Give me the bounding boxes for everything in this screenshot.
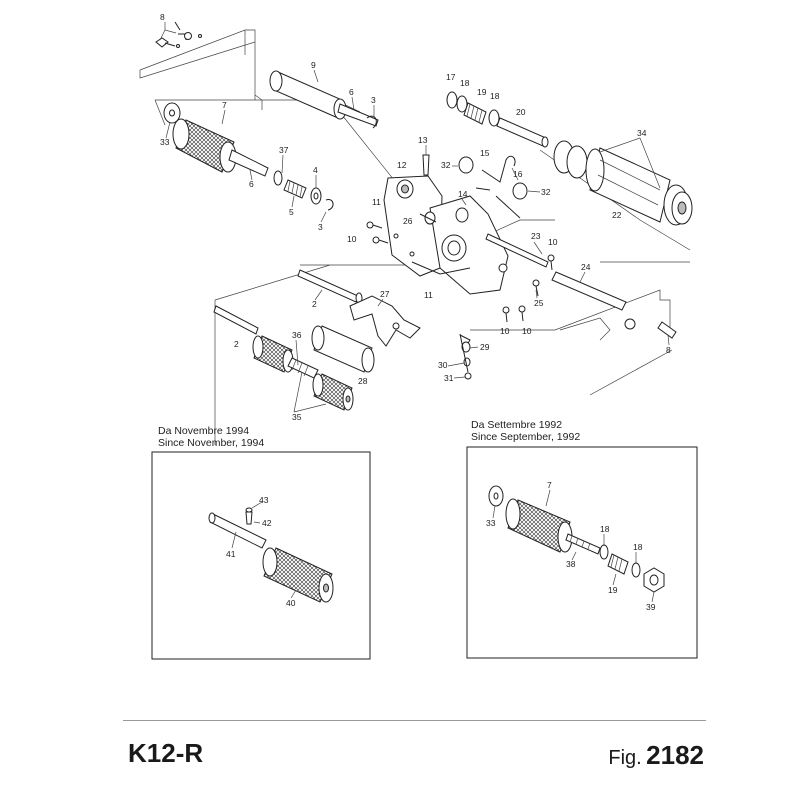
upper-roller-9 xyxy=(270,71,378,128)
right-roller-22 xyxy=(447,92,692,225)
label-part-33: 33 xyxy=(160,137,170,147)
label-part-2b: 2 xyxy=(234,339,239,349)
label-part-35: 35 xyxy=(292,412,302,422)
label-part-33b: 33 xyxy=(486,518,496,528)
left-roller-7 xyxy=(164,103,333,210)
label-part-16: 16 xyxy=(513,169,523,179)
inset-left xyxy=(152,425,370,659)
model-name: K12-R xyxy=(128,738,204,768)
label-part-18d: 18 xyxy=(633,542,643,552)
label-part-18: 18 xyxy=(460,78,470,88)
label-part-40: 40 xyxy=(286,598,296,608)
label-part-3: 3 xyxy=(371,95,376,105)
label-part-41: 41 xyxy=(226,549,236,559)
label-part-10: 10 xyxy=(347,234,357,244)
label-part-36: 36 xyxy=(292,330,302,340)
inset-left-caption-en: Since November, 1994 xyxy=(158,437,265,449)
inset-right-caption-it: Da Settembre 1992 xyxy=(471,419,563,431)
label-part-11b: 11 xyxy=(424,290,433,300)
label-part-19b: 19 xyxy=(608,585,618,595)
label-part-8b: 8 xyxy=(666,345,671,355)
label-part-3b: 3 xyxy=(318,222,323,232)
label-part-25: 25 xyxy=(534,298,544,308)
label-part-23: 23 xyxy=(531,231,541,241)
label-part-17: 17 xyxy=(446,72,456,82)
label-part-38: 38 xyxy=(566,559,576,569)
footer-divider xyxy=(123,720,706,721)
label-part-34: 34 xyxy=(637,128,647,138)
label-part-10d: 10 xyxy=(522,326,532,336)
inset-right-frame xyxy=(467,447,697,658)
label-part-5: 5 xyxy=(289,207,294,217)
label-part-15: 15 xyxy=(480,148,490,158)
inset-right-caption-en: Since September, 1992 xyxy=(471,431,581,443)
label-part-30: 30 xyxy=(438,360,448,370)
label-part-43: 43 xyxy=(259,495,269,505)
label-part-42: 42 xyxy=(262,518,272,528)
label-part-7b: 7 xyxy=(547,480,552,490)
label-part-18b: 18 xyxy=(490,91,500,101)
label-part-13: 13 xyxy=(418,135,428,145)
label-part-4: 4 xyxy=(313,165,318,175)
label-part-18c: 18 xyxy=(600,524,610,534)
fig-label: Fig. xyxy=(608,747,642,769)
label-part-24: 24 xyxy=(581,262,591,272)
label-part-7: 7 xyxy=(222,100,227,110)
label-part-10c: 10 xyxy=(500,326,510,336)
label-part-28: 28 xyxy=(358,376,368,386)
label-part-31: 31 xyxy=(444,373,454,383)
label-part-6: 6 xyxy=(349,87,354,97)
label-part-9: 9 xyxy=(311,60,316,70)
fig-value: 2182 xyxy=(646,740,704,770)
label-part-6b: 6 xyxy=(249,179,254,189)
label-part-8: 8 xyxy=(160,12,165,22)
label-part-22: 22 xyxy=(612,210,622,220)
label-part-14: 14 xyxy=(458,189,468,199)
inset-right xyxy=(467,419,697,658)
label-part-11: 11 xyxy=(372,197,381,207)
label-part-32: 32 xyxy=(441,160,451,170)
label-part-39: 39 xyxy=(646,602,656,612)
label-part-20: 20 xyxy=(516,107,526,117)
label-part-2: 2 xyxy=(312,299,317,309)
label-part-12: 12 xyxy=(397,160,407,170)
lower-shafts xyxy=(214,270,471,379)
inset-left-caption-it: Da Novembre 1994 xyxy=(158,425,250,437)
label-part-10b: 10 xyxy=(548,237,558,247)
label-part-26: 26 xyxy=(403,216,413,226)
label-part-29: 29 xyxy=(480,342,490,352)
label-part-37: 37 xyxy=(279,145,289,155)
inset-left-frame xyxy=(152,452,370,659)
label-part-27: 27 xyxy=(380,289,390,299)
figure-number xyxy=(608,740,704,771)
label-part-32b: 32 xyxy=(541,187,551,197)
label-part-19: 19 xyxy=(477,87,487,97)
